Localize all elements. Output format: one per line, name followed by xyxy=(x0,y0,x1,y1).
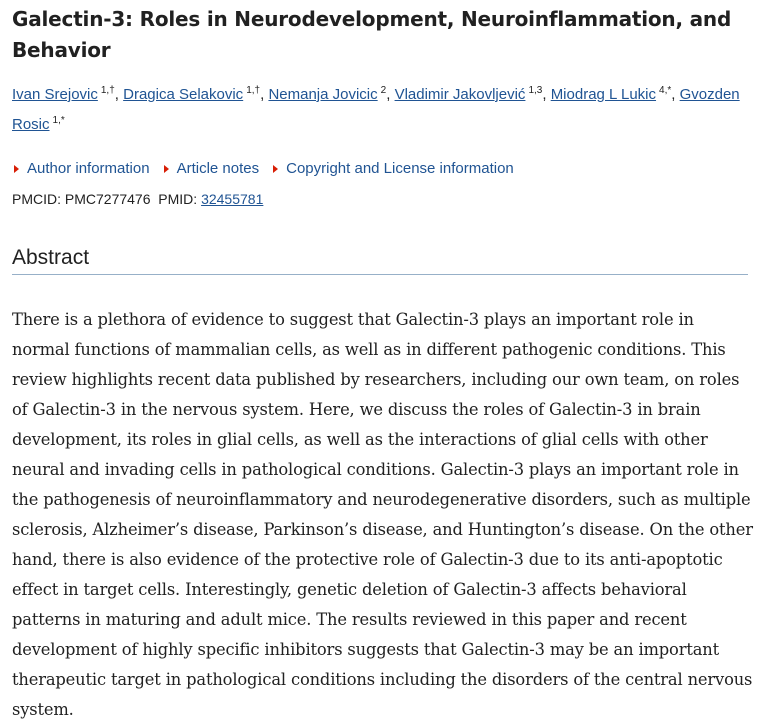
article-notes-toggle[interactable] xyxy=(162,158,260,180)
article-title: Galectin-3: Roles in Neurodevelopment, Neuroinflammation, and Behavior xyxy=(12,7,732,62)
triangle-right-icon xyxy=(164,165,169,173)
pmid-link[interactable]: 32455781 xyxy=(201,191,264,207)
article-info-links xyxy=(12,158,514,180)
copyright-license-toggle[interactable] xyxy=(271,158,514,180)
abstract-text: There is a plethora of evidence to suggest that Galectin-3 plays an important role in normal functions of mammalian cells, as well as in different pathogenic conditions. This review highlights recent data published by researchers, including our own team, on roles of Galectin-3 in the nervous system. Here, we discuss the roles of Galectin-3 in brain development, its roles in glial cells, as well as the interactions of glial cells with other neural and invading cells in pathological conditions. Galectin-3 plays an important role in the pathogenesis of neuroinflammatory and neurodegenerative disorders, such as multiple sclerosis, Alzheimer’s disease, Parkinson’s disease, and Huntington’s disease. On the other hand, there is also evidence of the protective role of Galectin-3 due to its anti-apoptotic effect in target cells. Interestingly, genetic deletion of Galectin-3 affects behavioral patterns in maturing and adult mice. The results reviewed in this paper and recent development of highly specific inhibitors suggests that Galectin-3 may be an important therapeutic target in pathological conditions including the disorders of the central nervous system. xyxy=(12,310,753,719)
author-information-toggle[interactable] xyxy=(12,158,150,180)
article-notes-label: Article notes xyxy=(176,160,260,177)
pmid-label: PMID: xyxy=(158,191,198,207)
author-link-srejovic[interactable]: Ivan Srejovic xyxy=(12,86,98,103)
article-identifiers xyxy=(12,188,263,210)
author-affiliation: 4,* xyxy=(659,85,672,96)
pmcid-value: PMC7277476 xyxy=(64,191,151,207)
author-affiliation: 1,* xyxy=(52,115,65,126)
triangle-right-icon xyxy=(273,165,278,173)
abstract-heading: Abstract xyxy=(12,244,748,275)
author-affiliation: 1,3 xyxy=(528,85,543,96)
author-affiliation: 1,† xyxy=(246,85,261,96)
author-affiliation: 2 xyxy=(380,85,387,96)
triangle-right-icon xyxy=(14,165,19,173)
copyright-license-label: Copyright and License information xyxy=(286,160,514,177)
pmcid-label: PMCID: xyxy=(12,191,61,207)
author-information-label: Author information xyxy=(27,160,150,177)
author-link-lukic[interactable]: Miodrag L Lukic xyxy=(550,86,657,103)
author-link-selakovic[interactable]: Dragica Selakovic xyxy=(123,86,244,103)
author-affiliation: 1,† xyxy=(100,85,115,96)
author-link-rosic[interactable]: Gvozden Rosic xyxy=(12,86,740,133)
author-list: Ivan Srejovic $^{1,\dagger}$, Dragica Selakovic $^{1,\dagger}$, Nemanja Jovicic $^2$, Vladimir Jakovljević $^{1,3}$, Miodrag L Lukic $^{4,*}$, Gvozden Rosic $^{1,*}$ xyxy=(12,85,740,133)
author-link-jakovljevic[interactable]: Vladimir Jakovljević xyxy=(394,86,526,103)
author-link-jovicic[interactable]: Nemanja Jovicic xyxy=(268,86,378,103)
